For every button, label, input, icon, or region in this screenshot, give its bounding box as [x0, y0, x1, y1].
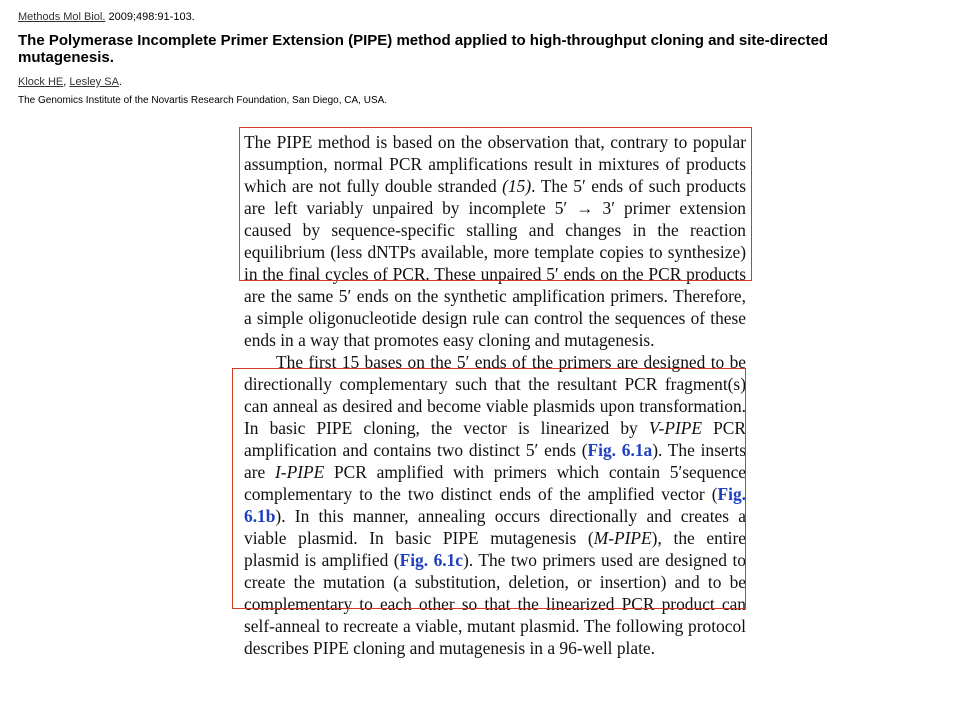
author-link-lesley[interactable]: Lesley SA: [69, 76, 119, 88]
p2-text-g: ). The two primers used are designed to create the mutation (a substitution, deletion, or insertion) and to be complementary to each other so that the linearized PCR product can self-anneal to recreate a viable, mutant plasmid. The following protocol describes PIPE cloning and mutagenesis in a 96-well plate.: [244, 550, 746, 658]
term-m-pipe: M-PIPE: [593, 528, 652, 548]
p1-text-b: . The 5′ ends of such products are left variably unpaired by incomplete 5′ → 3′ primer extension caused by sequence-specific stalling and changes in the reaction equilibrium (less dNTPs available, more template copies to synthesize) in the final cycles of PCR. These unpaired 5′ ends on the PCR products are the same 5′ ends on the synthetic amplification primers. Therefore, a simple oligonucleotide design rule can control the sequences of these ends in a way that promotes easy cloning and mutagenesis.: [244, 176, 746, 350]
article-excerpt: [244, 131, 746, 659]
p2-text-f: ), the entire plasmid is amplified (: [244, 528, 746, 570]
author-end: .: [118, 76, 122, 88]
citation-details: 2009;498:91-103.: [105, 11, 195, 23]
figure-link-6-1b[interactable]: Fig. 6.1b: [244, 484, 746, 526]
article-header: [18, 10, 938, 107]
p1-citation: (15): [502, 176, 532, 196]
author-separator: ,: [63, 76, 70, 88]
author-link-klock[interactable]: Klock HE: [18, 76, 64, 88]
article-title: The Polymerase Incomplete Primer Extension (PIPE) method applied to high-throughput cloning and site-directed mutagenesis.: [18, 32, 829, 66]
affiliation: The Genomics Institute of the Novartis Research Foundation, San Diego, CA, USA.: [18, 95, 388, 106]
paragraph-2: [244, 351, 746, 659]
term-v-pipe: V-PIPE: [648, 418, 702, 438]
author-list: [18, 75, 938, 89]
paragraph-1: [244, 131, 746, 351]
p2-text-c: ). The inserts are: [244, 440, 746, 482]
p2-text-d: PCR amplified with primers which contain 5′sequence complementary to the two distinct ends of the amplified vector (: [244, 462, 747, 504]
p1-text-a: The PIPE method is based on the observation that, contrary to popular assumption, normal PCR amplifications result in mixtures of products which are not fully double stranded: [244, 132, 746, 196]
p2-text-e: ). In this manner, annealing occurs directionally and creates a viable plasmid. In basic PIPE mutagenesis (: [244, 506, 746, 548]
p2-text-b: PCR amplification and contains two distinct 5′ ends (: [244, 418, 746, 460]
journal-link[interactable]: Methods Mol Biol.: [18, 11, 106, 23]
term-i-pipe: I-PIPE: [275, 462, 325, 482]
figure-link-6-1a[interactable]: Fig. 6.1a: [587, 440, 653, 460]
p2-text-a: The first 15 bases on the 5′ ends of the primers are designed to be directionally complementary such that the resultant PCR fragment(s) can anneal as desired and become viable plasmids upon transformation. In basic PIPE cloning, the vector is linearized by: [244, 352, 746, 438]
figure-link-6-1c[interactable]: Fig. 6.1c: [399, 550, 464, 570]
citation-line: [18, 10, 938, 24]
